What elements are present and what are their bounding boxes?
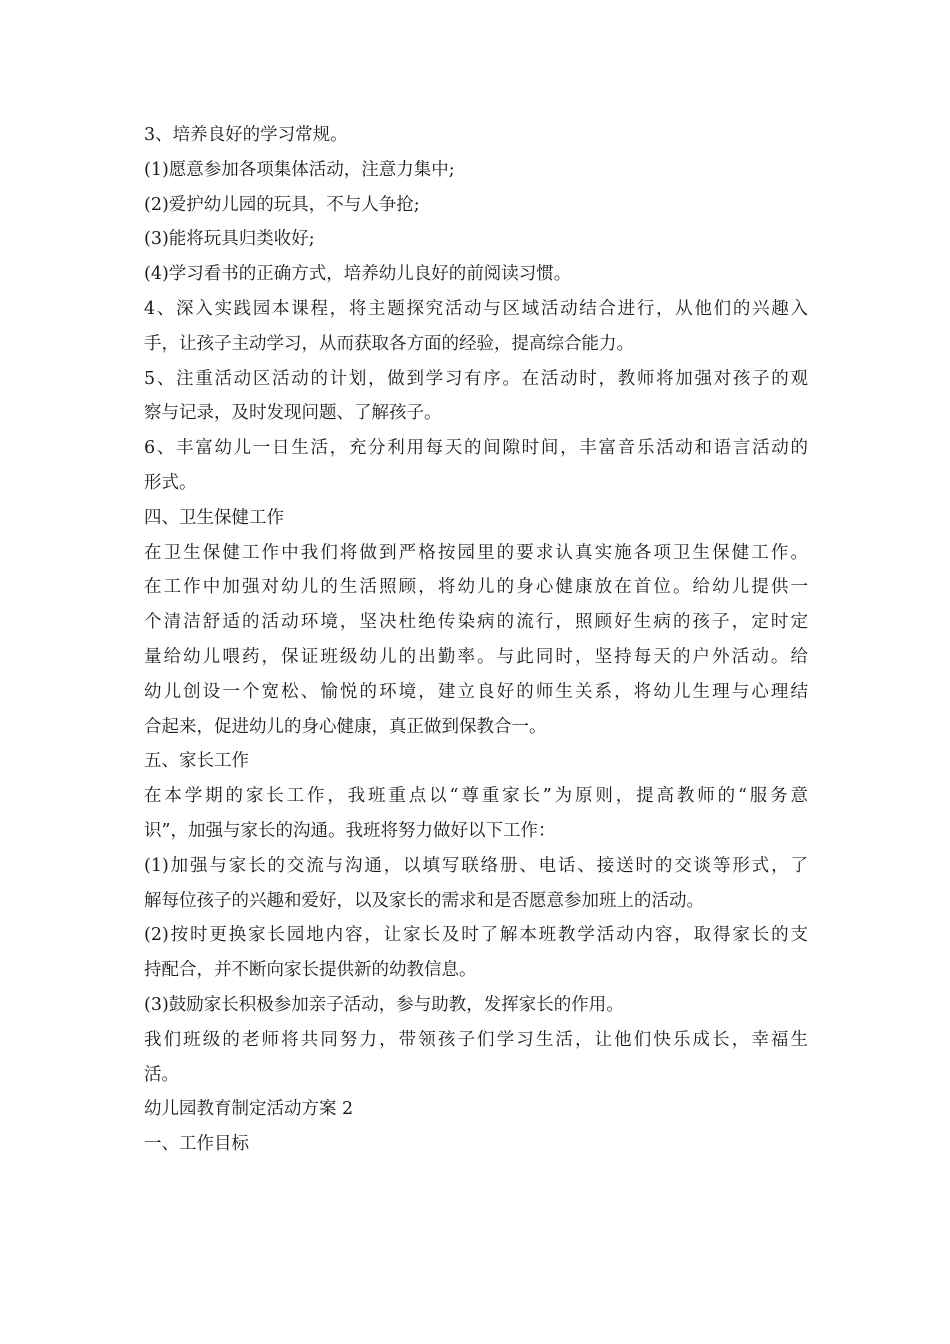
section-heading-health: 四、卫生保健工作 <box>144 507 284 528</box>
paragraph-line: 察与记录，及时发现问题、了解孩子。 <box>144 403 442 424</box>
paragraph-line: 幼儿创设一个宽松、愉悦的环境，建立良好的师生关系，将幼儿生理与心理结 <box>144 681 808 702</box>
paragraph-line: 我们班级的老师将共同努力，带领孩子们学习生活，让他们快乐成长，幸福生 <box>144 1029 808 1050</box>
paragraph-line: 合起来，促进幼儿的身心健康，真正做到保教合一。 <box>144 716 547 737</box>
paragraph-line: 解每位孩子的兴趣和爱好，以及家长的需求和是否愿意参加班上的活动。 <box>144 890 704 911</box>
paragraph-line: 6、丰富幼儿一日生活，充分利用每天的间隙时间，丰富音乐活动和语言活动的 <box>144 438 808 459</box>
sub-item-2: (2)爱护幼儿园的玩具，不与人争抢; <box>144 194 420 215</box>
list-item-3: 3、培养良好的学习常规。 <box>144 125 348 145</box>
sub-item-1: (1)愿意参加各项集体活动，注意力集中; <box>144 159 455 180</box>
paragraph-line: (3)鼓励家长积极参加亲子活动，参与助教，发挥家长的作用。 <box>144 994 624 1015</box>
paragraph-line: 活。 <box>144 1064 179 1085</box>
section-heading-parents: 五、家长工作 <box>144 751 249 772</box>
paragraph-line: (2)按时更换家长园地内容，让家长及时了解本班教学活动内容，取得家长的支 <box>144 925 808 946</box>
paragraph-line: 量给幼儿喂药，保证班级幼儿的出勤率。与此同时，坚持每天的户外活动。给 <box>144 646 808 667</box>
paragraph-line: 识”，加强与家长的沟通。我班将努力做好以下工作： <box>144 820 556 841</box>
paragraph-line: 持配合，并不断向家长提供新的幼教信息。 <box>144 960 477 981</box>
paragraph-line: (1)加强与家长的交流与沟通，以填写联络册、电话、接送时的交谈等形式，了 <box>144 855 808 876</box>
section-heading-goals: 一、工作目标 <box>144 1134 249 1155</box>
document-subtitle: 幼儿园教育制定活动方案 2 <box>144 1099 354 1120</box>
paragraph-line: 在工作中加强对幼儿的生活照顾，将幼儿的身心健康放在首位。给幼儿提供一 <box>144 577 808 598</box>
paragraph-line: 形式。 <box>144 472 197 493</box>
paragraph-line: 4、深入实践园本课程，将主题探究活动与区域活动结合进行，从他们的兴趣入 <box>144 298 808 319</box>
paragraph-line: 在本学期的家长工作，我班重点以“尊重家长”为原则，提高教师的“服务意 <box>144 786 808 807</box>
paragraph-line: 个清洁舒适的活动环境，坚决杜绝传染病的流行，照顾好生病的孩子，定时定 <box>144 612 808 633</box>
paragraph-line: 在卫生保健工作中我们将做到严格按园里的要求认真实施各项卫生保健工作。 <box>144 542 808 563</box>
sub-item-3: (3)能将玩具归类收好; <box>144 229 315 250</box>
sub-item-4: (4)学习看书的正确方式，培养幼儿良好的前阅读习惯。 <box>144 264 572 285</box>
paragraph-line: 手，让孩子主动学习，从而获取各方面的经验，提高综合能力。 <box>144 333 634 354</box>
paragraph-line: 5、注重活动区活动的计划，做到学习有序。在活动时，教师将加强对孩子的观 <box>144 368 808 389</box>
document-body <box>144 118 808 1162</box>
